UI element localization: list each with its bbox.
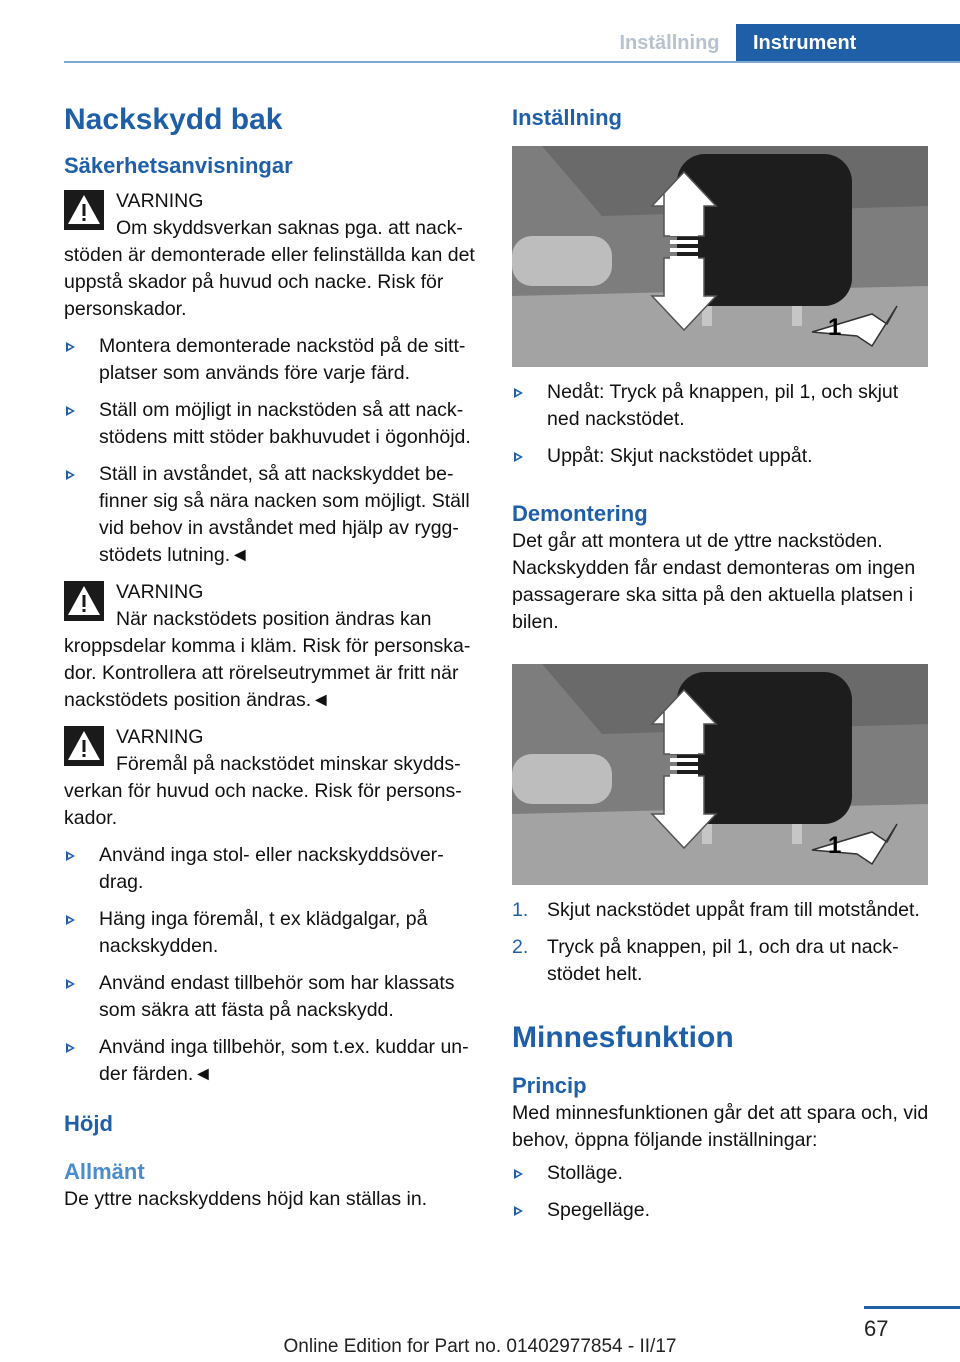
adjust-heading: Inställning (512, 105, 622, 130)
principle-heading: Princip (512, 1073, 587, 1098)
footer-rule (864, 1306, 960, 1309)
header-rule (64, 61, 960, 63)
header-tab-installning: Inställning (619, 32, 720, 54)
principle-text: Med minnesfunktionen går det att spara och, vid behov, öppna följande inställningar: (512, 1102, 929, 1151)
warning-text: När nackstödets position ändras kan kroppsdelar komma i kläm. Risk för personskador. Kontrollera att rörelseutrymmet är fritt när nackstödets position ändras.◄ (64, 608, 471, 711)
list-item: Ställ om möjligt in nackstöden så att nackstödens mitt stöder bakhuvudet i ögonhöjd. (64, 397, 476, 451)
warning-text: Om skyddsverkan saknas pga. att nackstöden är demonterade eller felinställda kan det uppstå skador på huvud och nacke. Risk för personskador. (64, 217, 475, 320)
headrest-illustration (512, 146, 928, 367)
list-item: Nedåt: Tryck på knappen, pil 1, och skjut ned nackstödet. (512, 379, 930, 433)
arrow-label: 1 (828, 832, 842, 859)
warning-block (64, 188, 476, 323)
left-column (64, 100, 476, 1213)
list-item: Använd inga stol- eller nackskyddsöverdrag. (64, 842, 476, 896)
arrow-label: 1 (828, 314, 842, 341)
edition-text: Online Edition for Part no. 01402977854 - II/17 (283, 1336, 677, 1357)
warning-label: VARNING (116, 726, 204, 748)
page-number: 67 (864, 1316, 889, 1341)
running-header (0, 0, 960, 62)
step-item (512, 934, 930, 988)
memory-title: Minnesfunktion (512, 1021, 734, 1054)
section-title: Nackskydd bak (64, 103, 283, 136)
list-item: Använd inga tillbehör, som t.ex. kuddar under färden.◄ (64, 1034, 476, 1088)
removal-text: Det går att montera ut de yttre nackstöden. Nackskydden får endast demonteras om ingen passagerare ska sitta på den aktuella platsen i bilen. (512, 530, 916, 633)
warning-text: Föremål på nackstödet minskar skyddsverkan för huvud och nacke. Risk för personskador. (64, 753, 462, 829)
step-number: 2. (512, 936, 529, 958)
warning-label: VARNING (116, 581, 204, 603)
headrest-adjust-figure (512, 146, 928, 367)
warning-icon (64, 581, 104, 621)
list-item: Häng inga föremål, t ex klädgalgar, på nackskydden. (64, 906, 476, 960)
list-item: Ställ in avståndet, så att nackskyddet befinner sig så nära nacken som möjligt. Ställ vid behov in avståndet med hjälp av ryggstödets lutning.◄ (64, 461, 476, 569)
removal-heading: Demontering (512, 501, 648, 526)
warning-icon (64, 190, 104, 230)
list-item: Spegelläge. (512, 1197, 930, 1224)
principle-list (512, 1160, 930, 1224)
headrest-illustration (512, 664, 928, 885)
instruction-list (64, 842, 476, 1088)
warning-block (64, 579, 476, 714)
step-item (512, 897, 930, 924)
step-number: 1. (512, 899, 529, 921)
instruction-list (64, 333, 476, 569)
warning-block (64, 724, 476, 832)
warning-icon (64, 726, 104, 766)
adjust-list (512, 379, 930, 470)
step-text: Tryck på knappen, pil 1, och dra ut nackstödet helt. (547, 936, 899, 985)
list-item: Uppåt: Skjut nackstödet uppåt. (512, 443, 930, 470)
warning-label: VARNING (116, 190, 204, 212)
right-column (512, 100, 930, 1234)
general-heading: Allmänt (64, 1159, 145, 1184)
safety-heading: Säkerhetsanvisningar (64, 153, 293, 178)
headrest-removal-figure (512, 664, 928, 885)
list-item: Montera demonterade nackstöd på de sittplatser som används före varje färd. (64, 333, 476, 387)
removal-steps (512, 897, 930, 988)
general-text: De yttre nackskyddens höjd kan ställas in. (64, 1188, 428, 1210)
header-tab-instrument: Instrument (736, 24, 960, 62)
list-item: Stolläge. (512, 1160, 930, 1187)
list-item: Använd endast tillbehör som har klassats som säkra att fästa på nackskydd. (64, 970, 476, 1024)
height-heading: Höjd (64, 1111, 113, 1136)
step-text: Skjut nackstödet uppåt fram till motståndet. (547, 899, 920, 921)
